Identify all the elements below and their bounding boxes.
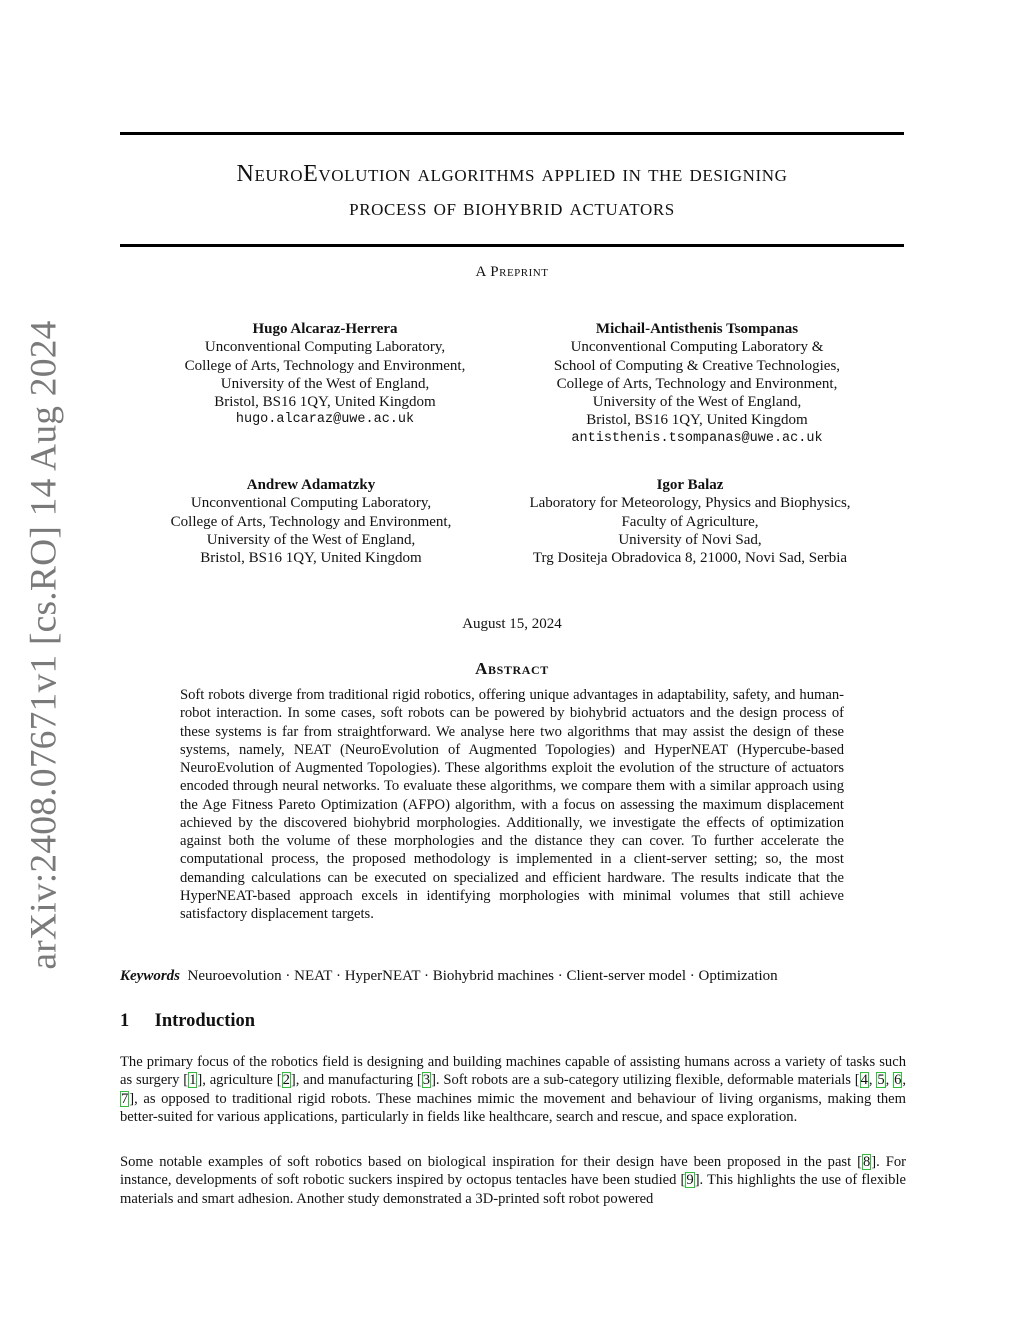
author-email[interactable]: antisthenis.tsompanas@uwe.ac.uk [571,430,823,446]
author-affiliation-line: School of Computing & Creative Technologies, [553,357,841,374]
author-block [160,320,490,430]
author-affiliation-line: College of Arts, Technology and Environment, [556,375,838,392]
author-affiliation-line: Trg Dositeja Obradovica 8, 21000, Novi Sad, Serbia [532,550,848,567]
intro-paragraph-2 [120,1153,906,1208]
section-title: Introduction [154,1011,256,1031]
author-block [522,320,872,448]
author-name: Igor Balaz [656,477,724,493]
title-rule-top [120,132,904,135]
author-name: Michail-Antisthenis Tsompanas [595,321,799,337]
arxiv-sidebar-stamp [22,320,66,970]
author-affiliation-line: University of the West of England, [592,394,802,411]
author-affiliation-line: University of the West of England, [220,375,430,392]
title-rule-bottom [120,244,904,247]
citation-link[interactable]: 5 [877,1072,885,1089]
keywords-label: Keywords [120,968,180,984]
author-affiliation-line: Laboratory for Meteorology, Physics and Biophysics, [529,495,851,512]
paragraph-text: ]. For instance, developments of soft robotic suckers inspired by octopus tentacles have been studied [ [120,1154,906,1189]
citation-link[interactable]: 7 [121,1090,129,1107]
paragraph-text: Some notable examples of soft robotics based on biological inspiration for their design have been proposed in the past [ [120,1154,862,1170]
author-email[interactable]: hugo.alcaraz@uwe.ac.uk [235,412,415,428]
author-affiliation-line: University of Novi Sad, [618,531,762,548]
author-affiliation-line: Faculty of Agriculture, [621,513,759,530]
paper-title-line-2: process of biohybrid actuators [349,195,675,221]
author-block [146,476,476,567]
paragraph-text: ]. Soft robots are a sub-category utilizing flexible, deformable materials [ [431,1072,860,1089]
paper-title-line-1: NeuroEvolution algorithms applied in the designing [236,161,788,187]
citation-link[interactable]: 3 [422,1072,431,1089]
citation-link[interactable]: 9 [686,1172,694,1189]
citation-link[interactable]: 1 [189,1072,197,1089]
paragraph-text: ], agriculture [ [197,1072,282,1089]
arxiv-identifier: arXiv:2408.07671v1 [cs.RO] 14 Aug 2024 [23,320,65,970]
intro-paragraph-1 [120,1053,906,1126]
paragraph-text: ], and manufacturing [ [290,1072,422,1089]
author-affiliation-line: Bristol, BS16 1QY, United Kingdom [214,394,436,411]
paragraph-text: , [868,1072,877,1089]
paragraph-text: , [885,1072,894,1089]
paper-date: August 15, 2024 [462,616,562,632]
author-affiliation-line: Unconventional Computing Laboratory, [190,495,432,512]
author-affiliation-line: University of the West of England, [206,531,416,548]
paragraph-text: , [902,1072,907,1089]
keywords-list: Neuroevolution · NEAT · HyperNEAT · Biohybrid machines · Client-server model · Optimization [187,968,778,984]
keywords-line [120,968,904,985]
paper-title [120,157,904,225]
author-affiliation-line: College of Arts, Technology and Environment, [170,513,452,530]
preprint-label: A Preprint [475,264,549,280]
citation-link[interactable]: 8 [862,1154,871,1170]
paragraph-text: The primary focus of the robotics field is designing and building machines capable of assisting humans across a variety of tasks such as surgery [ [120,1054,906,1089]
author-affiliation-line: Unconventional Computing Laboratory, [204,339,446,356]
author-affiliation-line: Unconventional Computing Laboratory & [570,339,824,356]
paragraph-text: ], as opposed to traditional rigid robots. These machines mimic the movement and behaviour of living organisms, making them better-suited for various applications, particularly in fields like healthcare, search and rescue, and space exploration. [120,1090,906,1125]
paragraph-text: ]. This highlights the use of flexible materials and smart adhesion. Another study demonstrated a 3D-printed soft robot powered [120,1172,906,1207]
section-number: 1 [120,1011,130,1031]
section-heading-introduction [120,1011,255,1032]
author-affiliation-line: Bristol, BS16 1QY, United Kingdom [586,412,808,429]
author-affiliation-line: College of Arts, Technology and Environment, [184,357,466,374]
author-block [500,476,880,567]
citation-link[interactable]: 4 [860,1072,868,1089]
abstract-heading: Abstract [475,659,549,678]
citation-link[interactable]: 6 [894,1072,902,1089]
author-name: Andrew Adamatzky [246,477,376,493]
author-affiliation-line: Bristol, BS16 1QY, United Kingdom [200,550,422,567]
citation-link[interactable]: 2 [282,1072,290,1089]
abstract-text: Soft robots diverge from traditional rigid robotics, offering unique advantages in adaptability, safety, and human-robot interaction. In some cases, soft robots can be powered by biohybrid actuators and the design process of these systems is far from straightforward. We analyse here two algorithms that may assist the design of these systems, namely, NEAT (NeuroEvolution of Augmented Topologies) and HyperNEAT (Hypercube-based NeuroEvolution of Augmented Topologies). These algorithms exploit the evolution of the structure of actuators encoded through neural networks. To evaluate these algorithms, we compare them with a similar approach using the Age Fitness Pareto Optimization (AFPO) algorithm, with a focus on assessing the maximum displacement achieved by the discovered biohybrid morphologies. Additionally, we investigate the effects of optimization against both the volume of these morphologies and the distance they can cover. To further accelerate the computational process, the proposed methodology is implemented in a client-server setting; so, the most demanding calculations can be executed on specialized and efficient hardware. The results indicate that the HyperNEAT-based approach excels in identifying morphologies with minimal volumes that still achieve satisfactory displacement targets. [180,687,844,922]
author-name: Hugo Alcaraz-Herrera [252,321,398,337]
